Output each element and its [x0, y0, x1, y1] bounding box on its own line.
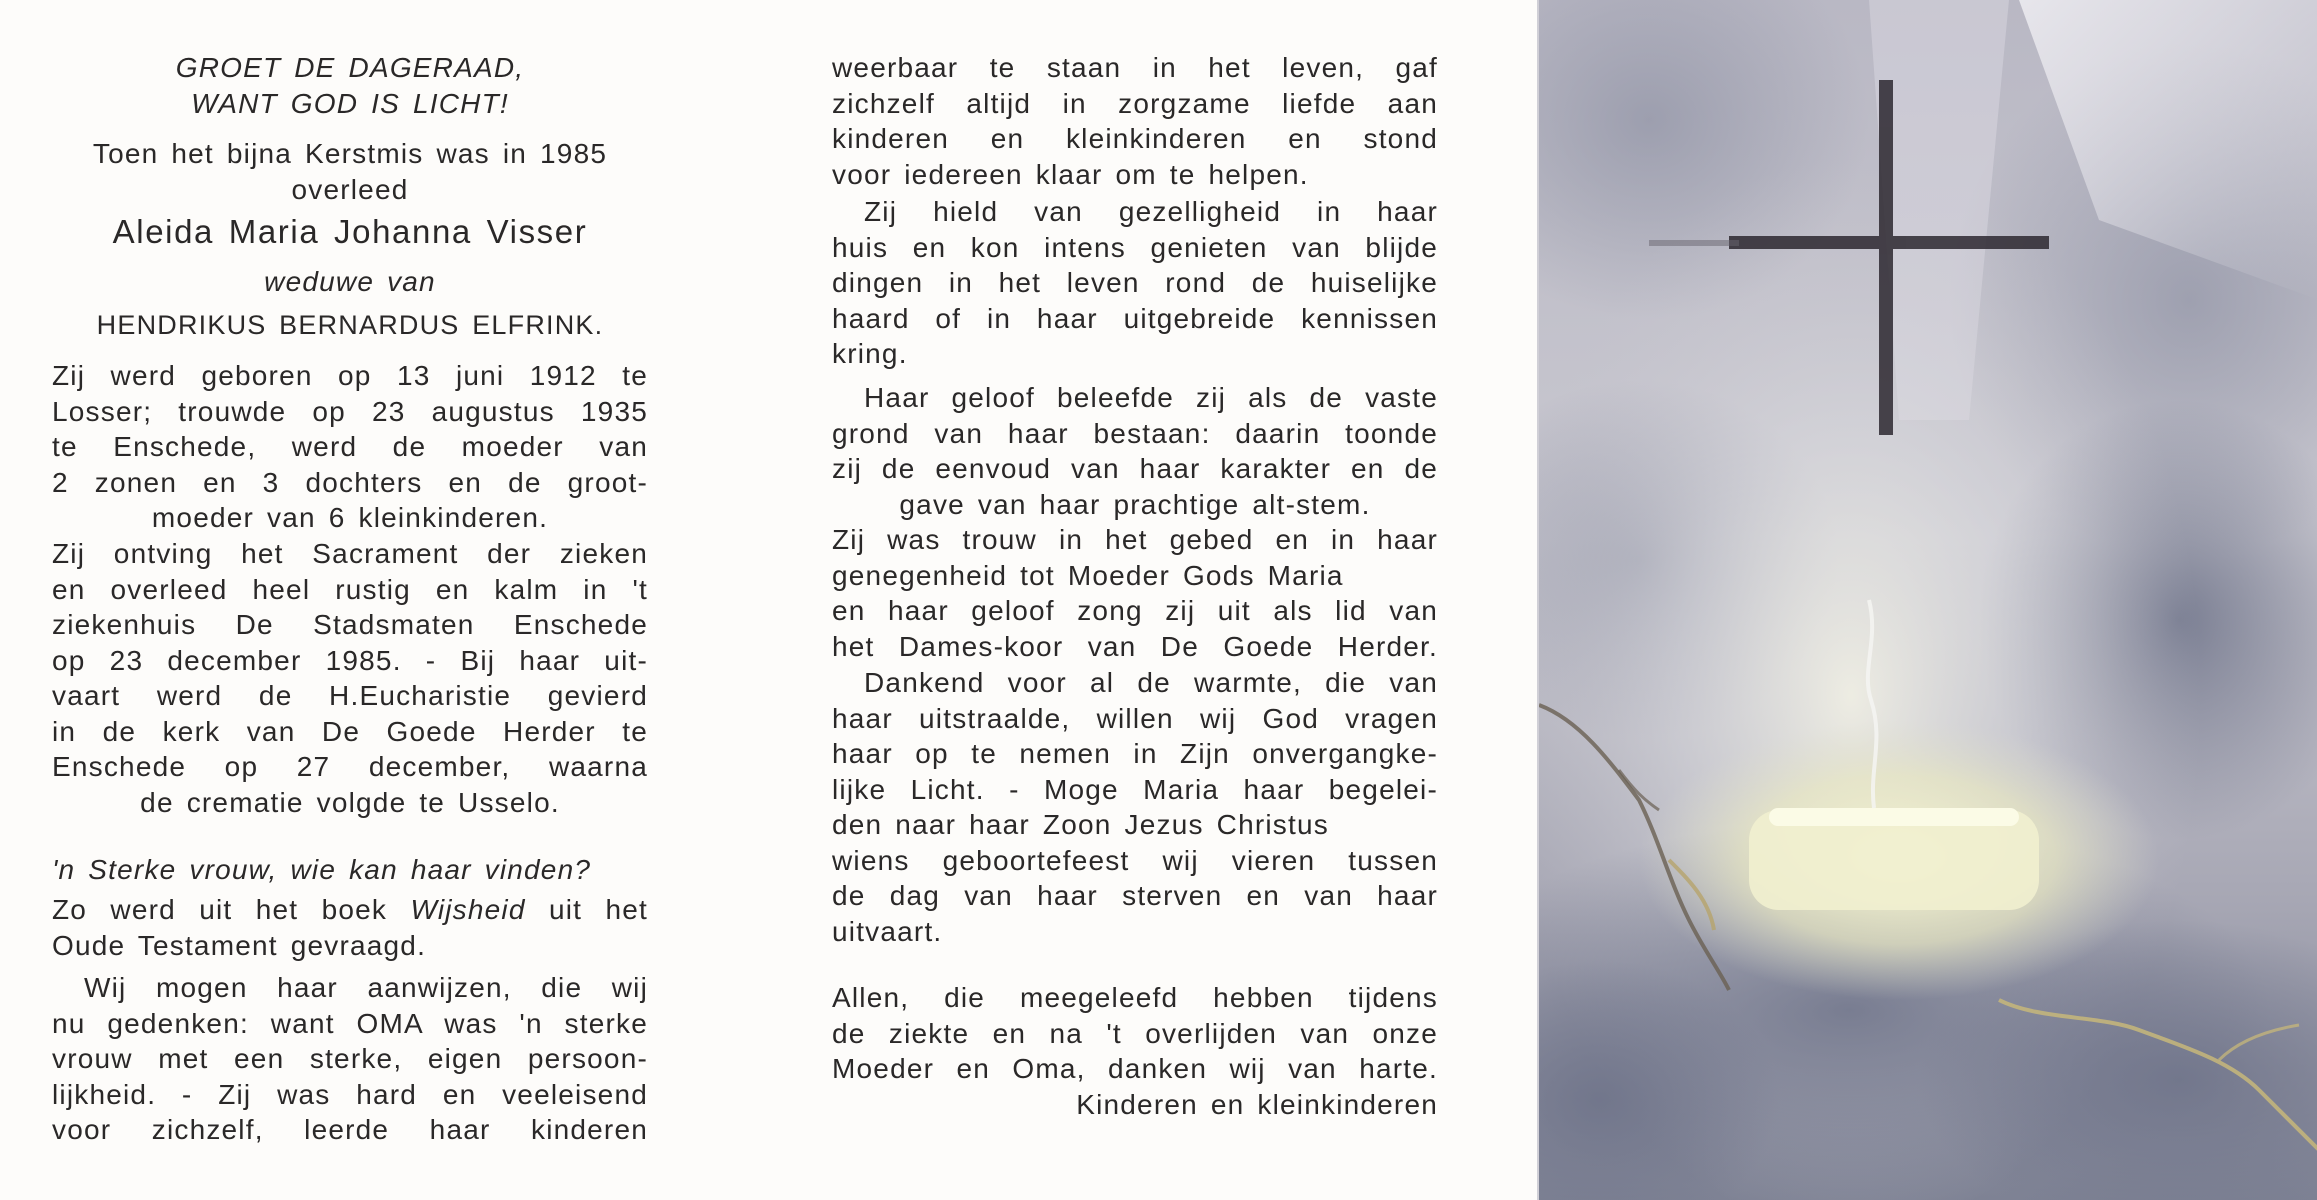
thanks-line: haar uitstraalde, willen wij God vragen [832, 702, 1438, 734]
intro-line-2: overleed [291, 174, 409, 205]
signature: Kinderen en kleinkinderen [1076, 1088, 1438, 1120]
closing-paragraph [832, 980, 1438, 1122]
cont-line: zichzelf altijd in zorgzame liefde aan [832, 87, 1438, 119]
sacrament-line: in de kerk van De Goede Herder te [52, 715, 648, 747]
sacrament-line: en overleed heel rustig en kalm in 't [52, 573, 648, 605]
faith-line: zij de eenvoud van haar karakter en de [832, 453, 1438, 484]
thanks-line: den naar haar Zoon Jezus Christus [832, 809, 1329, 840]
home-line: haard of in haar uitgebreide kennissen [832, 302, 1438, 334]
sacrament-line: de crematie volgde te Usselo. [140, 786, 560, 818]
thanks-line: haar op te nemen in Zijn onvergangke- [832, 738, 1438, 769]
oma-line: nu gedenken: want OMA was 'n sterke [52, 1007, 648, 1039]
cont-line: weerbaar te staan in het leven, gaf [832, 52, 1438, 83]
motto-line-1: GROET DE DAGERAAD, [175, 52, 525, 83]
cont-line: voor iedereen klaar om te helpen. [832, 158, 1309, 190]
book-reference-line-2: Oude Testament gevraagd. [52, 930, 427, 961]
faith-line: grond van haar bestaan: daarin toonde [832, 417, 1438, 449]
thanks-line: de dag van haar sterven en van haar [832, 880, 1438, 911]
faith-line: het Dames-koor van De Goede Herder. [832, 630, 1438, 662]
closing-line: de ziekte en na 't overlijden van onze [832, 1017, 1438, 1049]
faith-line: Zij was trouw in het gebed en in haar [832, 524, 1438, 555]
faith-paragraph [832, 380, 1438, 664]
home-paragraph [832, 194, 1438, 372]
sacrament-line: ziekenhuis De Stadsmaten Enschede [52, 609, 648, 640]
book-title: Wijsheid [410, 894, 526, 925]
home-line: dingen in het leven rond de huiselijke [832, 267, 1438, 298]
widow-of-label: weduwe van [264, 266, 436, 297]
thanks-line: lijke Licht. - Moge Maria haar begelei- [832, 773, 1438, 805]
oma-line: Wij mogen haar aanwijzen, die wij [84, 972, 648, 1003]
home-line: Zij hield van gezelligheid in haar [864, 196, 1438, 227]
continuation-paragraph [832, 50, 1438, 192]
bio-line: Zij werd geboren op 13 juni 1912 te [52, 360, 648, 391]
bio-line: Losser; trouwde op 23 augustus 1935 [52, 395, 648, 427]
book-pre: Zo werd uit het boek [52, 894, 411, 925]
closing-line: Allen, die meegeleefd hebben tijdens [832, 982, 1438, 1013]
scripture-quote: 'n Sterke vrouw, wie kan haar vinden? [52, 854, 592, 885]
motto-line-2: WANT GOD IS LICHT! [191, 88, 509, 119]
cross-candle-illustration [1539, 0, 2317, 1200]
closing-line: Moeder en Oma, danken wij van harte. [832, 1053, 1438, 1084]
sacrament-line: Zij ontving het Sacrament der zieken [52, 538, 648, 569]
sacrament-line: op 23 december 1985. - Bij haar uit- [52, 644, 648, 676]
faith-line: Haar geloof beleefde zij als de vaste [864, 382, 1438, 413]
oma-line: voor zichzelf, leerde haar kinderen [52, 1114, 648, 1145]
oma-paragraph [52, 970, 648, 1148]
bio-line: 2 zonen en 3 dochters en de groot- [52, 466, 648, 498]
home-line: huis en kon intens genieten van blijde [832, 231, 1438, 263]
bio-line: moeder van 6 kleinkinderen. [151, 502, 549, 533]
thanks-line: wiens geboortefeest wij vieren tussen [832, 844, 1438, 876]
sacrament-line: Enschede op 27 december, waarna [52, 751, 648, 782]
oma-line: lijkheid. - Zij was hard en veeleisend [52, 1078, 648, 1110]
sacrament-paragraph [52, 536, 648, 820]
cont-line: kinderen en kleinkinderen en stond [832, 123, 1438, 154]
faith-line: gave van haar prachtige alt-stem. [899, 488, 1371, 520]
memorial-photo [1537, 0, 2317, 1200]
thanks-paragraph [832, 665, 1438, 949]
faith-line: en haar geloof zong zij uit als lid van [832, 595, 1438, 626]
sacrament-line: vaart werd de H.Eucharistie gevierd [52, 680, 648, 711]
book-post: uit het [525, 894, 648, 925]
home-line: kring. [832, 338, 908, 369]
biography [52, 358, 648, 536]
oma-line: vrouw met een sterke, eigen persoon- [52, 1043, 648, 1074]
husband-name: HENDRIKUS BERNARDUS ELFRINK. [96, 310, 604, 340]
thanks-line: Dankend voor al de warmte, die van [864, 667, 1438, 698]
faith-line: genegenheid tot Moeder Gods Maria [832, 559, 1344, 591]
intro-line-1: Toen het bijna Kerstmis was in 1985 [92, 138, 608, 169]
book-reference [52, 892, 648, 928]
thanks-line: uitvaart. [832, 915, 943, 947]
bio-line: te Enschede, werd de moeder van [52, 431, 648, 462]
deceased-name: Aleida Maria Johanna Visser [112, 213, 588, 250]
